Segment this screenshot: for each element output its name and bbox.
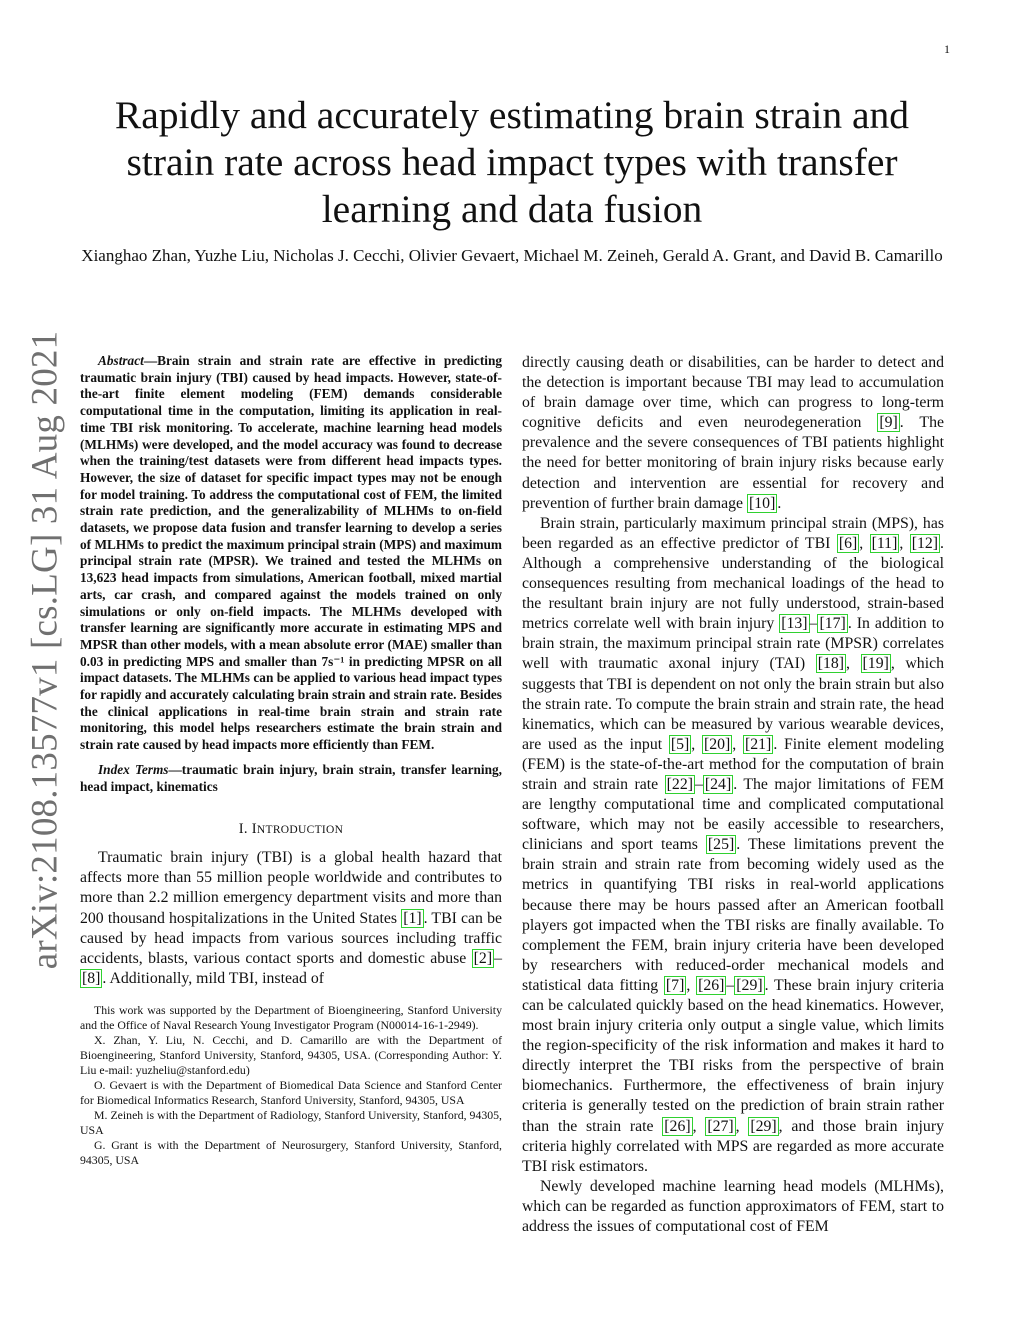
left-column — [80, 353, 502, 1168]
citation-link[interactable]: [25] — [707, 836, 735, 854]
author-list: Xianghao Zhan, Yuzhe Liu, Nicholas J. Cecchi, Olivier Gevaert, Michael M. Zeineh, Gerald A. Grant, and David B. Camarillo — [81, 246, 943, 265]
intro-paragraph-part: . Additionally, mild TBI, instead of — [102, 969, 325, 987]
citation-link[interactable]: [17] — [819, 615, 846, 633]
citation-link[interactable]: [29] — [750, 1117, 777, 1135]
citation-link[interactable]: [1] — [403, 909, 422, 927]
citation-link[interactable]: [26] — [698, 976, 725, 994]
footnote: G. Grant is with the Department of Neurosurgery, Stanford University, Stanford, 94305, USA — [80, 1137, 502, 1167]
body-text: Brain strain, particularly maximum principal strain (MPS), has been regarded as an effective predictor of TBI — [522, 514, 944, 552]
citation-link[interactable]: [20] — [703, 735, 731, 753]
footnote: O. Gevaert is with the Department of Biomedical Data Science and Stanford Center for Biomedical Informatics Research, Stanford University, Stanford, 94305, USA — [80, 1077, 502, 1107]
body-text: . In addition to brain strain, the maximum principal strain rate (MPSR) correlates well with traumatic axonal injury (TAI) — [522, 615, 944, 673]
citation-link[interactable]: [11] — [871, 534, 898, 552]
body-text: . The prevalence and the severe consequences of TBI patients highlight the need for better monitoring of brain injury risks because early detection and intervention are essential for recovery and prevention of further brain damage — [522, 414, 944, 512]
citation-link[interactable]: [5] — [670, 735, 690, 753]
section-heading-introduction — [80, 821, 502, 838]
citation-link[interactable]: [2] — [473, 949, 493, 967]
citation-separator: , — [691, 735, 702, 753]
citation-range-dash: – — [494, 949, 502, 967]
abstract-text: —Brain strain and strain rate are effective in predicting traumatic brain injury (TBI) caused by head impacts. However, state-of-the-art finite element modeling (FEM) demands considerable computational time in the computation, limiting its application in real-time TBI risk monitoring. To accelerate, machine learning head models (MLHMs) were developed, and the model accuracy was found to decrease when the training/test datasets were from different head impacts types. However, the size of dataset for specific impact types may not be enough for model training. To address the computational cost of FEM, the limited strain rate prediction, and the generalizability of MLHMs to on-field datasets, we propose data fusion and transfer learning to develop a series of MLHMs to predict the maximum principal strain (MPS) and maximum principal strain rate (MPSR). We trained and tested the MLHMs on 13,623 head impacts from simulations, American football, mixed martial arts, car crash, and compared against the models trained on only simulations or only on-field impacts. The MLHMs developed with transfer learning are significantly more accurate in estimating MPS and MPSR than other models, with a mean absolute error (MAE) smaller than 0.03 in predicting MPS and smaller than 7s⁻¹ in predicting MPSR on all impact datasets. The MLHMs can be applied to various head impact types for rapidly and accurately calculating brain strain and strain rate. Besides the clinical applications in real-time brain strain and strain rate monitoring, this model helps researchers estimate the brain strain and strain rate caused by head impacts more efficiently than FEM. — [80, 353, 502, 753]
citation-range-dash: – — [694, 775, 703, 793]
footnote: This work was supported by the Department of Bioengineering, Stanford University and the Office of Naval Research Young Investigator Program (N00014-16-1-2949). — [80, 1002, 502, 1032]
citation-link[interactable]: [18] — [817, 655, 845, 673]
body-paragraph: Newly developed machine learning head models (MLHMs), which can be regarded as function approximators of FEM, start to address the issues of computational cost of FEM — [522, 1177, 944, 1236]
body-text: . The major limitations of FEM are lengthy computational time and complicated computational software, which may not be easily accessible to researchers, clinicians and sport teams — [522, 775, 944, 854]
body-text: . Although a comprehensive understanding of the biological consequences resulting from mechanical loadings of the head to the resultant brain injury are not fully understood, strain-based metrics correlate well with brain injury — [522, 534, 944, 633]
paper-title: Rapidly and accurately estimating brain strain and strain rate across head impact types with transfer learning and data fusion — [114, 93, 910, 231]
citation-separator: , — [846, 655, 861, 673]
index-terms-label: Index Terms — [98, 761, 169, 777]
introduction-text-right — [522, 353, 944, 1237]
citation-link[interactable]: [10] — [749, 494, 776, 512]
citation-link[interactable]: [24] — [704, 775, 732, 793]
citation-separator: , — [735, 1117, 749, 1135]
citation-link[interactable]: [9] — [879, 414, 898, 432]
body-text: . — [777, 494, 782, 512]
citation-range-dash: – — [809, 615, 818, 633]
abstract-label: Abstract — [98, 353, 144, 368]
arxiv-identifier: arXiv:2108.13577v1 [cs.LG] 31 Aug 2021 — [24, 330, 66, 970]
citation-link[interactable]: [29] — [736, 976, 763, 994]
body-text: , and those brain injury criteria highly correlated with MPS are regarded as more accurate TBI risk estimators. — [522, 1117, 944, 1175]
section-title-initial: I — [251, 821, 257, 838]
footnotes — [80, 1003, 502, 1168]
citation-separator: , — [899, 534, 910, 552]
citation-link[interactable]: [12] — [911, 534, 939, 552]
citation-link[interactable]: [26] — [664, 1117, 691, 1135]
body-text: . Finite element modeling (FEM) is the state-of-the-art method for the computation of brain strain and strain rate — [522, 735, 944, 793]
citation-separator: , — [692, 1117, 706, 1135]
citation-link[interactable]: [22] — [666, 775, 693, 793]
citation-link[interactable]: [21] — [744, 735, 772, 753]
body-text: . These brain injury criteria can be calculated quickly based on the head kinematics. However, most brain injury criteria only output a single value, which limits the region-specificity of the risk information and makes it hard to directly interpret the TBI risks from the perspective of brain biomechanics. Furthermore, the effectiveness of brain injury criteria is generally tested on the prediction of brain strain rather than the strain rate — [522, 976, 945, 1135]
body-text: , which suggests that TBI is dependent on not only the brain strain but also the strain rate. To compute the brain strain and strain rate, the head kinematics, which can be measured by various wearable devices, are used as the input — [522, 655, 944, 753]
citation-range-dash: – — [726, 976, 735, 994]
citation-separator: , — [859, 534, 870, 552]
citation-separator: , — [686, 976, 697, 994]
index-terms-text: —traumatic brain injury, brain strain, transfer learning, head impact, kinematics — [80, 761, 502, 794]
footnote: X. Zhan, Y. Liu, N. Cecchi, and D. Camarillo are with the Department of Bioengineering, Stanford University, Stanford, 94305, USA. (Corresponding Author: Y. Liu e-mail: yuzheliu@stanford.edu) — [80, 1032, 502, 1077]
intro-paragraph-part: Traumatic brain injury (TBI) is a global health hazard that affects more than 55 million people worldwide and contributes to more than 2.2 million emergency department visits and more than 200 thousand hospitalizations in the United States — [80, 849, 502, 927]
citation-link[interactable]: [19] — [862, 655, 889, 673]
section-title-rest: NTRODUCTION — [256, 824, 344, 837]
footnote: M. Zeineh is with the Department of Radiology, Stanford University, Stanford, 94305, USA — [80, 1107, 502, 1137]
page-number: 1 — [944, 42, 950, 56]
citation-separator: , — [732, 735, 743, 753]
section-number: I. — [238, 821, 248, 838]
intro-paragraph-part: . TBI can be caused by head impacts from various sources including traffic accidents, blasts, various contact sports and domestic abuse — [80, 909, 502, 967]
body-text: directly causing death or disabilities, can be harder to detect and the detection is important because TBI may lead to accumulation of brain damage over time, which can progress to long-term cognitive deficits and even neurodegeneration — [522, 354, 944, 432]
citation-link[interactable]: [6] — [838, 534, 858, 552]
introduction-text-left — [80, 848, 502, 989]
citation-link[interactable]: [7] — [665, 976, 685, 994]
abstract — [80, 353, 502, 795]
citation-link[interactable]: [13] — [781, 615, 808, 633]
citation-link[interactable]: [27] — [707, 1117, 734, 1135]
right-column — [522, 353, 944, 1237]
citation-link[interactable]: [8] — [82, 969, 101, 987]
body-text: . These limitations prevent the brain strain and strain rate from becoming widely used as the metrics in quantifying TBI risks in real-world applications because there may be hours passed after an American football players got impacted when the TBI risks are finally available. To complement the FEM, brain injury criteria have been developed by researchers with reduced-order mechanical models and statistical data fitting — [522, 836, 944, 994]
